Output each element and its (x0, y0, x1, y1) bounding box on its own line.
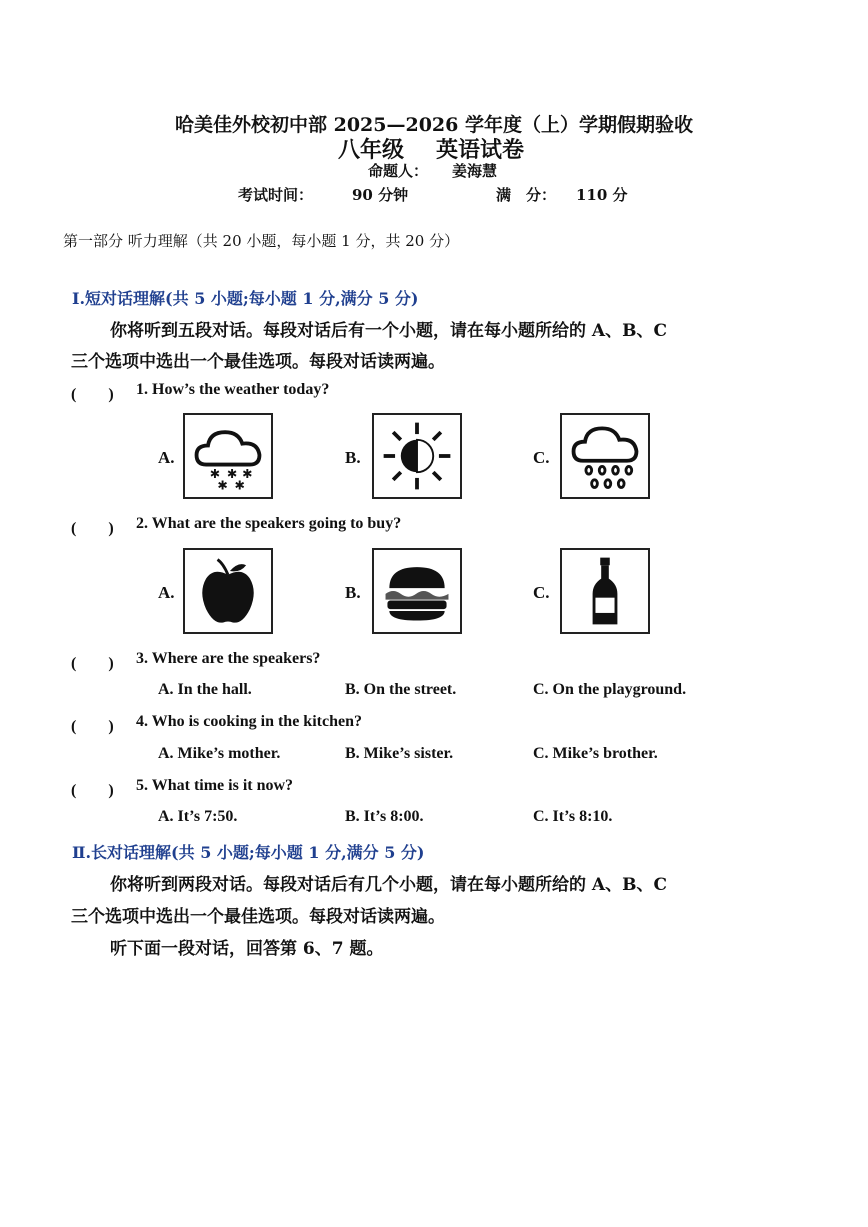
rain-cloud-icon (560, 413, 650, 499)
q1-option-a-label: A. (158, 448, 175, 467)
section1-intro-1: 你将听到五段对话。每段对话后有一个小题，请在每小题所给的 A、B、C (110, 321, 668, 341)
answer-paren-3[interactable]: ( ) (71, 655, 114, 672)
question-2: 2. What are the speakers going to buy? (136, 515, 402, 532)
q4-option-a: A. Mike’s mother. (158, 745, 281, 762)
section1-title: Ⅰ.短对话理解(共 5 小题;每小题 1 分,满分 5 分) (72, 289, 419, 308)
svg-text:✱: ✱ (217, 477, 228, 493)
svg-text:✱: ✱ (234, 477, 246, 493)
answer-paren-1[interactable]: ( ) (71, 386, 114, 403)
apple-icon (183, 548, 273, 634)
question-4: 4. Who is cooking in the kitchen? (136, 713, 362, 730)
subject-label: 英语试卷 (436, 137, 525, 163)
q4-option-c: C. Mike’s brother. (533, 745, 658, 762)
time-value: 90 分钟 (352, 186, 409, 204)
score-label: 满 分： (496, 186, 557, 204)
author-label: 命题人： (368, 162, 429, 180)
hamburger-icon (372, 548, 462, 634)
svg-text:✱: ✱ (209, 465, 221, 481)
section2-intro-2: 三个选项中选出一个最佳选项。每段对话读两遍。 (71, 907, 445, 927)
sun-icon (372, 413, 462, 499)
q5-option-b: B. It’s 8:00. (345, 808, 424, 825)
q3-option-b: B. On the street. (345, 681, 457, 698)
author-name: 姜海慧 (452, 162, 498, 180)
question-1: 1. How’s the weather today? (136, 381, 330, 398)
q2-option-b-label: B. (345, 583, 361, 602)
grade-label: 八年级 (338, 137, 405, 163)
part1-title: 第一部分 听力理解（共 20 小题，每小题 1 分，共 20 分） (63, 232, 460, 250)
q2-option-a-label: A. (158, 583, 175, 602)
time-label: 考试时间： (238, 186, 314, 204)
answer-paren-5[interactable]: ( ) (71, 782, 114, 799)
q1-option-c-label: C. (533, 448, 550, 467)
q3-option-a: A. In the hall. (158, 681, 252, 698)
q5-option-c: C. It’s 8:10. (533, 808, 613, 825)
svg-text:✱: ✱ (227, 465, 238, 481)
q1-option-b-label: B. (345, 448, 361, 467)
svg-text:✱: ✱ (242, 465, 253, 481)
section2-intro-3: 听下面一段对话，回答第 6、7 题。 (110, 939, 384, 959)
answer-paren-4[interactable]: ( ) (71, 718, 114, 735)
section1-intro-2: 三个选项中选出一个最佳选项。每段对话读两遍。 (71, 352, 445, 372)
section2-intro-1: 你将听到两段对话。每段对话后有几个小题，请在每小题所给的 A、B、C (110, 875, 668, 895)
bottle-icon (560, 548, 650, 634)
question-3: 3. Where are the speakers? (136, 650, 321, 667)
score-value: 110 分 (576, 186, 628, 204)
question-5: 5. What time is it now? (136, 777, 294, 794)
q2-option-c-label: C. (533, 583, 550, 602)
answer-paren-2[interactable]: ( ) (71, 520, 114, 537)
snow-cloud-icon (183, 413, 273, 499)
section2-title: Ⅱ.长对话理解(共 5 小题;每小题 1 分,满分 5 分) (72, 843, 425, 862)
exam-title: 哈美佳外校初中部 2025—2026 学年度（上）学期假期验收 (175, 114, 693, 136)
q3-option-c: C. On the playground. (533, 681, 687, 698)
q4-option-b: B. Mike’s sister. (345, 745, 454, 762)
q5-option-a: A. It’s 7:50. (158, 808, 238, 825)
